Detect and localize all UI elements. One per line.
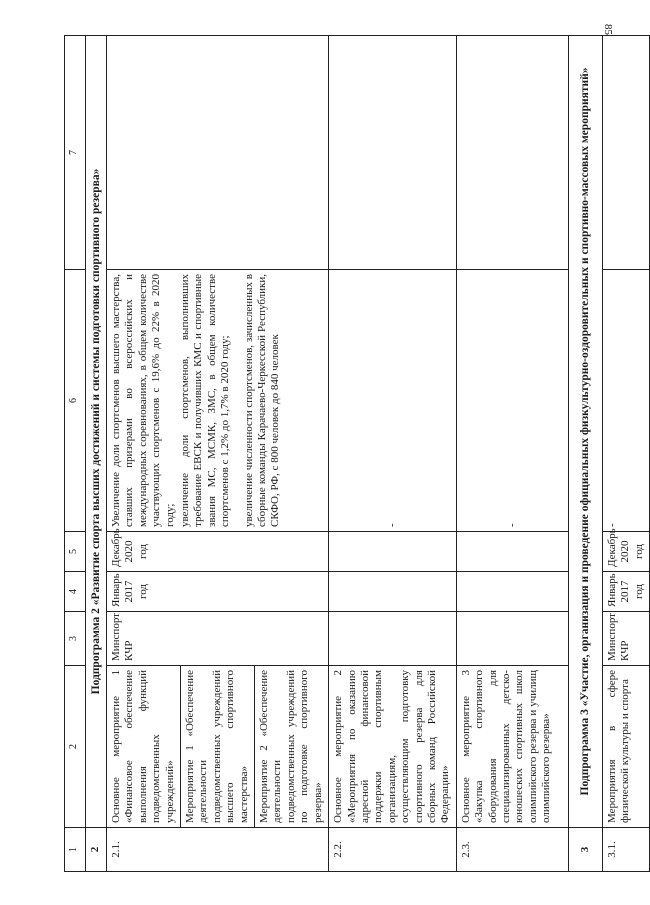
result-cell: - <box>456 270 568 532</box>
program-events-table <box>64 35 650 872</box>
event-sub-2: Мероприятие 2 «Обеспечение деятельности подведомственных учреждений по подготовке спортивного резерва» <box>254 666 328 827</box>
end-date-cell: Декабрь 2020 год <box>602 532 649 572</box>
row-number: 2.3. <box>456 828 568 872</box>
column-7-cell <box>329 36 457 270</box>
executor-cell: Минспорт КЧР <box>107 612 329 666</box>
start-date-cell <box>456 572 568 612</box>
end-date-cell: Декабрь 2020 год <box>107 532 329 572</box>
end-date-cell <box>456 532 568 572</box>
page-number: 85 <box>602 24 614 35</box>
row-number: 2.2. <box>329 828 457 872</box>
executor-cell <box>456 612 568 666</box>
column-number: 4 <box>65 572 86 612</box>
column-number-row <box>65 36 86 872</box>
column-number: 1 <box>65 828 86 872</box>
subprogram-number: 2 <box>86 828 107 872</box>
result-cell <box>107 270 329 532</box>
column-number: 2 <box>65 666 86 828</box>
subprogram-title: Подпрограмма 2 «Развитие спорта высших достижений и системы подготовки спортивного резерва» <box>86 36 107 828</box>
column-number: 3 <box>65 612 86 666</box>
executor-cell: Минспорт КЧР <box>602 612 649 666</box>
row-number: 2.1. <box>107 828 329 872</box>
executor-cell <box>329 612 457 666</box>
start-date-cell <box>329 572 457 612</box>
column-number: 6 <box>65 270 86 532</box>
column-7-cell <box>107 36 329 270</box>
column-number: 7 <box>65 36 86 270</box>
result-item: Увеличение доли спортсменов высшего мастерства, ставших призерами во всероссийских и международных соревнованиях, в общем количестве участвующих спортсменов с 19,6% до 22% в 2020 году; <box>110 274 176 527</box>
subprogram-number: 3 <box>568 828 602 872</box>
column-7-cell <box>602 36 649 270</box>
table-row-2-3 <box>456 36 568 872</box>
event-main: Основное мероприятие 1 «Финансовое обеспечение выполнения функций подведомственных учреждений» <box>110 670 176 823</box>
subprogram-title: Подпрограмма 3 «Участие, организация и проведение официальных физкультурно-оздоровительных и спортивно-массовых мероприятий» <box>568 36 602 828</box>
row-number: 3.1. <box>602 828 649 872</box>
event-cell: Мероприятия в сфере физической культуры и спорта <box>602 666 649 828</box>
column-number: 5 <box>65 532 86 572</box>
table-row-2-1 <box>107 36 329 872</box>
event-sub-1: Мероприятие 1 «Обеспечение деятельности подведомственных учреждений высшего спортивного мастерства» <box>180 666 254 827</box>
event-cell: Основное мероприятие 3 «Закупка спортивного оборудования для специализированных детско-юношеских спортивных школ олимпийского резерва и училищ олимпийского резерва» <box>456 666 568 828</box>
result-cell: - <box>602 270 649 532</box>
result-item: увеличение доли спортсменов, выполнивших требование ЕВСК и получивших КМС и спортивные звания МС, МСМК, ЗМС, в общем количестве спортсменов с 1,2% до 1,7% в 2020 году; <box>179 274 232 527</box>
column-7-cell <box>456 36 568 270</box>
table-row-3-1 <box>602 36 649 872</box>
end-date-cell <box>329 532 457 572</box>
event-cell <box>107 666 329 828</box>
result-item: увеличение численности спортсменов, зачисленных в сборные команды Карачаево-Черкесской Республики, СКФО, РФ, с 800 человек до 840 человек <box>242 274 282 527</box>
table-row-2-2 <box>329 36 457 872</box>
event-cell: Основное мероприятие 2 «Мероприятия по оказанию адресной финансовой поддержки спортивным организациям, осуществляющим подготовку спортивного резерва для сборных команд Российской Федерации» <box>329 666 457 828</box>
start-date-cell: Январь 2017 год <box>107 572 329 612</box>
start-date-cell: Январь 2017 год <box>602 572 649 612</box>
result-cell: - <box>329 270 457 532</box>
subprogram-2-row <box>86 36 107 872</box>
subprogram-3-row <box>568 36 602 872</box>
rotated-table-wrapper <box>64 36 645 872</box>
